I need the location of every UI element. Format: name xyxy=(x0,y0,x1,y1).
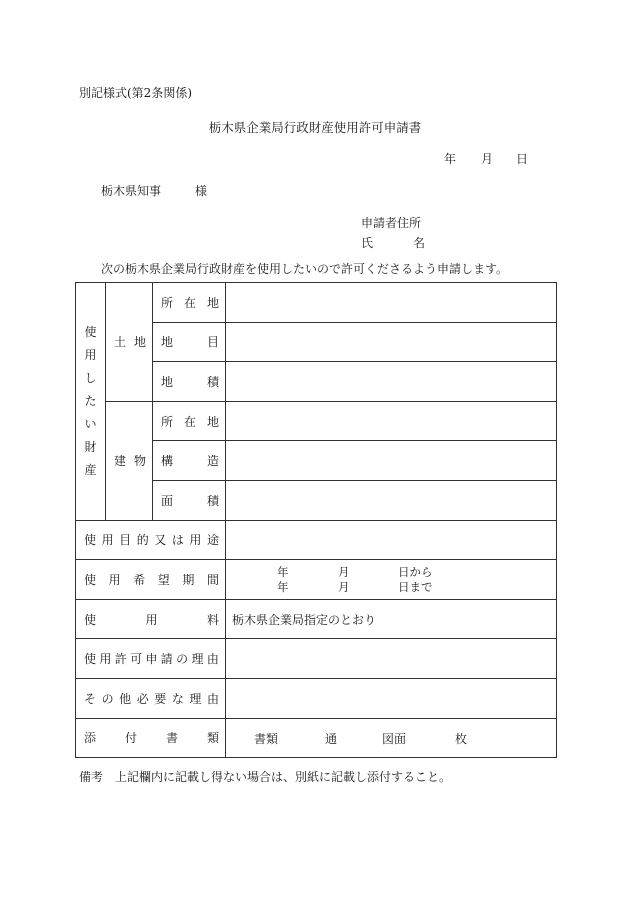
land-category-field[interactable] xyxy=(226,322,557,362)
period-field[interactable] xyxy=(226,560,557,600)
period-from-year: 年 xyxy=(277,565,289,580)
document-title: 栃木県企業局行政財産使用許可申請書 xyxy=(208,120,422,135)
fee-label: 使 用 料 xyxy=(76,599,226,639)
building-location-label: 所 在 地 xyxy=(153,401,226,441)
request-statement: 次の栃木県企業局行政財産を使用したいので許可くださるよう申請します。 xyxy=(101,262,509,276)
attachments-drawings-unit: 枚 xyxy=(455,731,468,746)
purpose-label: 使 用 目 的 又 は 用 途 xyxy=(76,520,226,560)
table-row xyxy=(76,401,557,441)
period-to-day: 日まで xyxy=(398,580,433,595)
land-area-field[interactable] xyxy=(226,362,557,402)
period-from-month: 月 xyxy=(338,565,350,580)
applicant-address-label: 申請者住所 xyxy=(361,216,422,230)
attachments-field[interactable] xyxy=(226,718,557,758)
date-month: 月 xyxy=(481,152,494,166)
attachments-drawings: 図面 xyxy=(382,731,407,746)
table-row xyxy=(76,283,557,323)
land-location-field[interactable] xyxy=(226,283,557,323)
period-to-month: 月 xyxy=(338,580,350,595)
building-location-field[interactable] xyxy=(226,401,557,441)
other-reason-field[interactable] xyxy=(226,678,557,718)
applicant-name-label: 氏 名 xyxy=(361,236,426,250)
period-to-year: 年 xyxy=(277,580,289,595)
remarks xyxy=(79,768,451,785)
recipient-honorific: 様 xyxy=(195,184,208,198)
land-category-label: 地 目 xyxy=(153,322,226,362)
land-label: 土 地 xyxy=(106,283,153,402)
attachments-documents: 書類 xyxy=(254,731,279,746)
attachments-label: 添 付 書 類 xyxy=(76,718,226,758)
form-number: 別記様式(第2条関係) xyxy=(79,86,192,100)
table-row xyxy=(76,639,557,679)
building-area-label: 面 積 xyxy=(153,480,226,520)
attachments-documents-unit: 通 xyxy=(325,731,338,746)
building-label: 建 物 xyxy=(106,401,153,520)
recipient-name: 栃木県知事 xyxy=(101,184,162,198)
table-row xyxy=(76,718,557,758)
building-area-field[interactable] xyxy=(226,480,557,520)
date-year: 年 xyxy=(444,152,457,166)
building-structure-field[interactable] xyxy=(226,441,557,481)
reason-field[interactable] xyxy=(226,639,557,679)
table-row xyxy=(76,678,557,718)
application-table xyxy=(75,282,557,758)
remarks-label: 備考 xyxy=(79,770,104,784)
property-label: 使 用 し た い 財 産 xyxy=(76,283,106,521)
table-row xyxy=(76,560,557,600)
building-structure-label: 構 造 xyxy=(153,441,226,481)
recipient xyxy=(101,182,207,199)
period-label: 使 用 希 望 期 間 xyxy=(76,560,226,600)
date-day: 日 xyxy=(516,152,529,166)
period-from-day: 日から xyxy=(398,565,433,580)
other-reason-label: そ の 他 必 要 な 理 由 xyxy=(76,678,226,718)
reason-label: 使 用 許 可 申 請 の 理 由 xyxy=(76,639,226,679)
land-location-label: 所 在 地 xyxy=(153,283,226,323)
fee-value: 栃木県企業局指定のとおり xyxy=(226,599,557,639)
land-area-label: 地 積 xyxy=(153,362,226,402)
table-row xyxy=(76,520,557,560)
table-row xyxy=(76,599,557,639)
purpose-field[interactable] xyxy=(226,520,557,560)
remarks-text: 上記欄内に記載し得ない場合は、別紙に記載し添付すること。 xyxy=(115,770,452,784)
